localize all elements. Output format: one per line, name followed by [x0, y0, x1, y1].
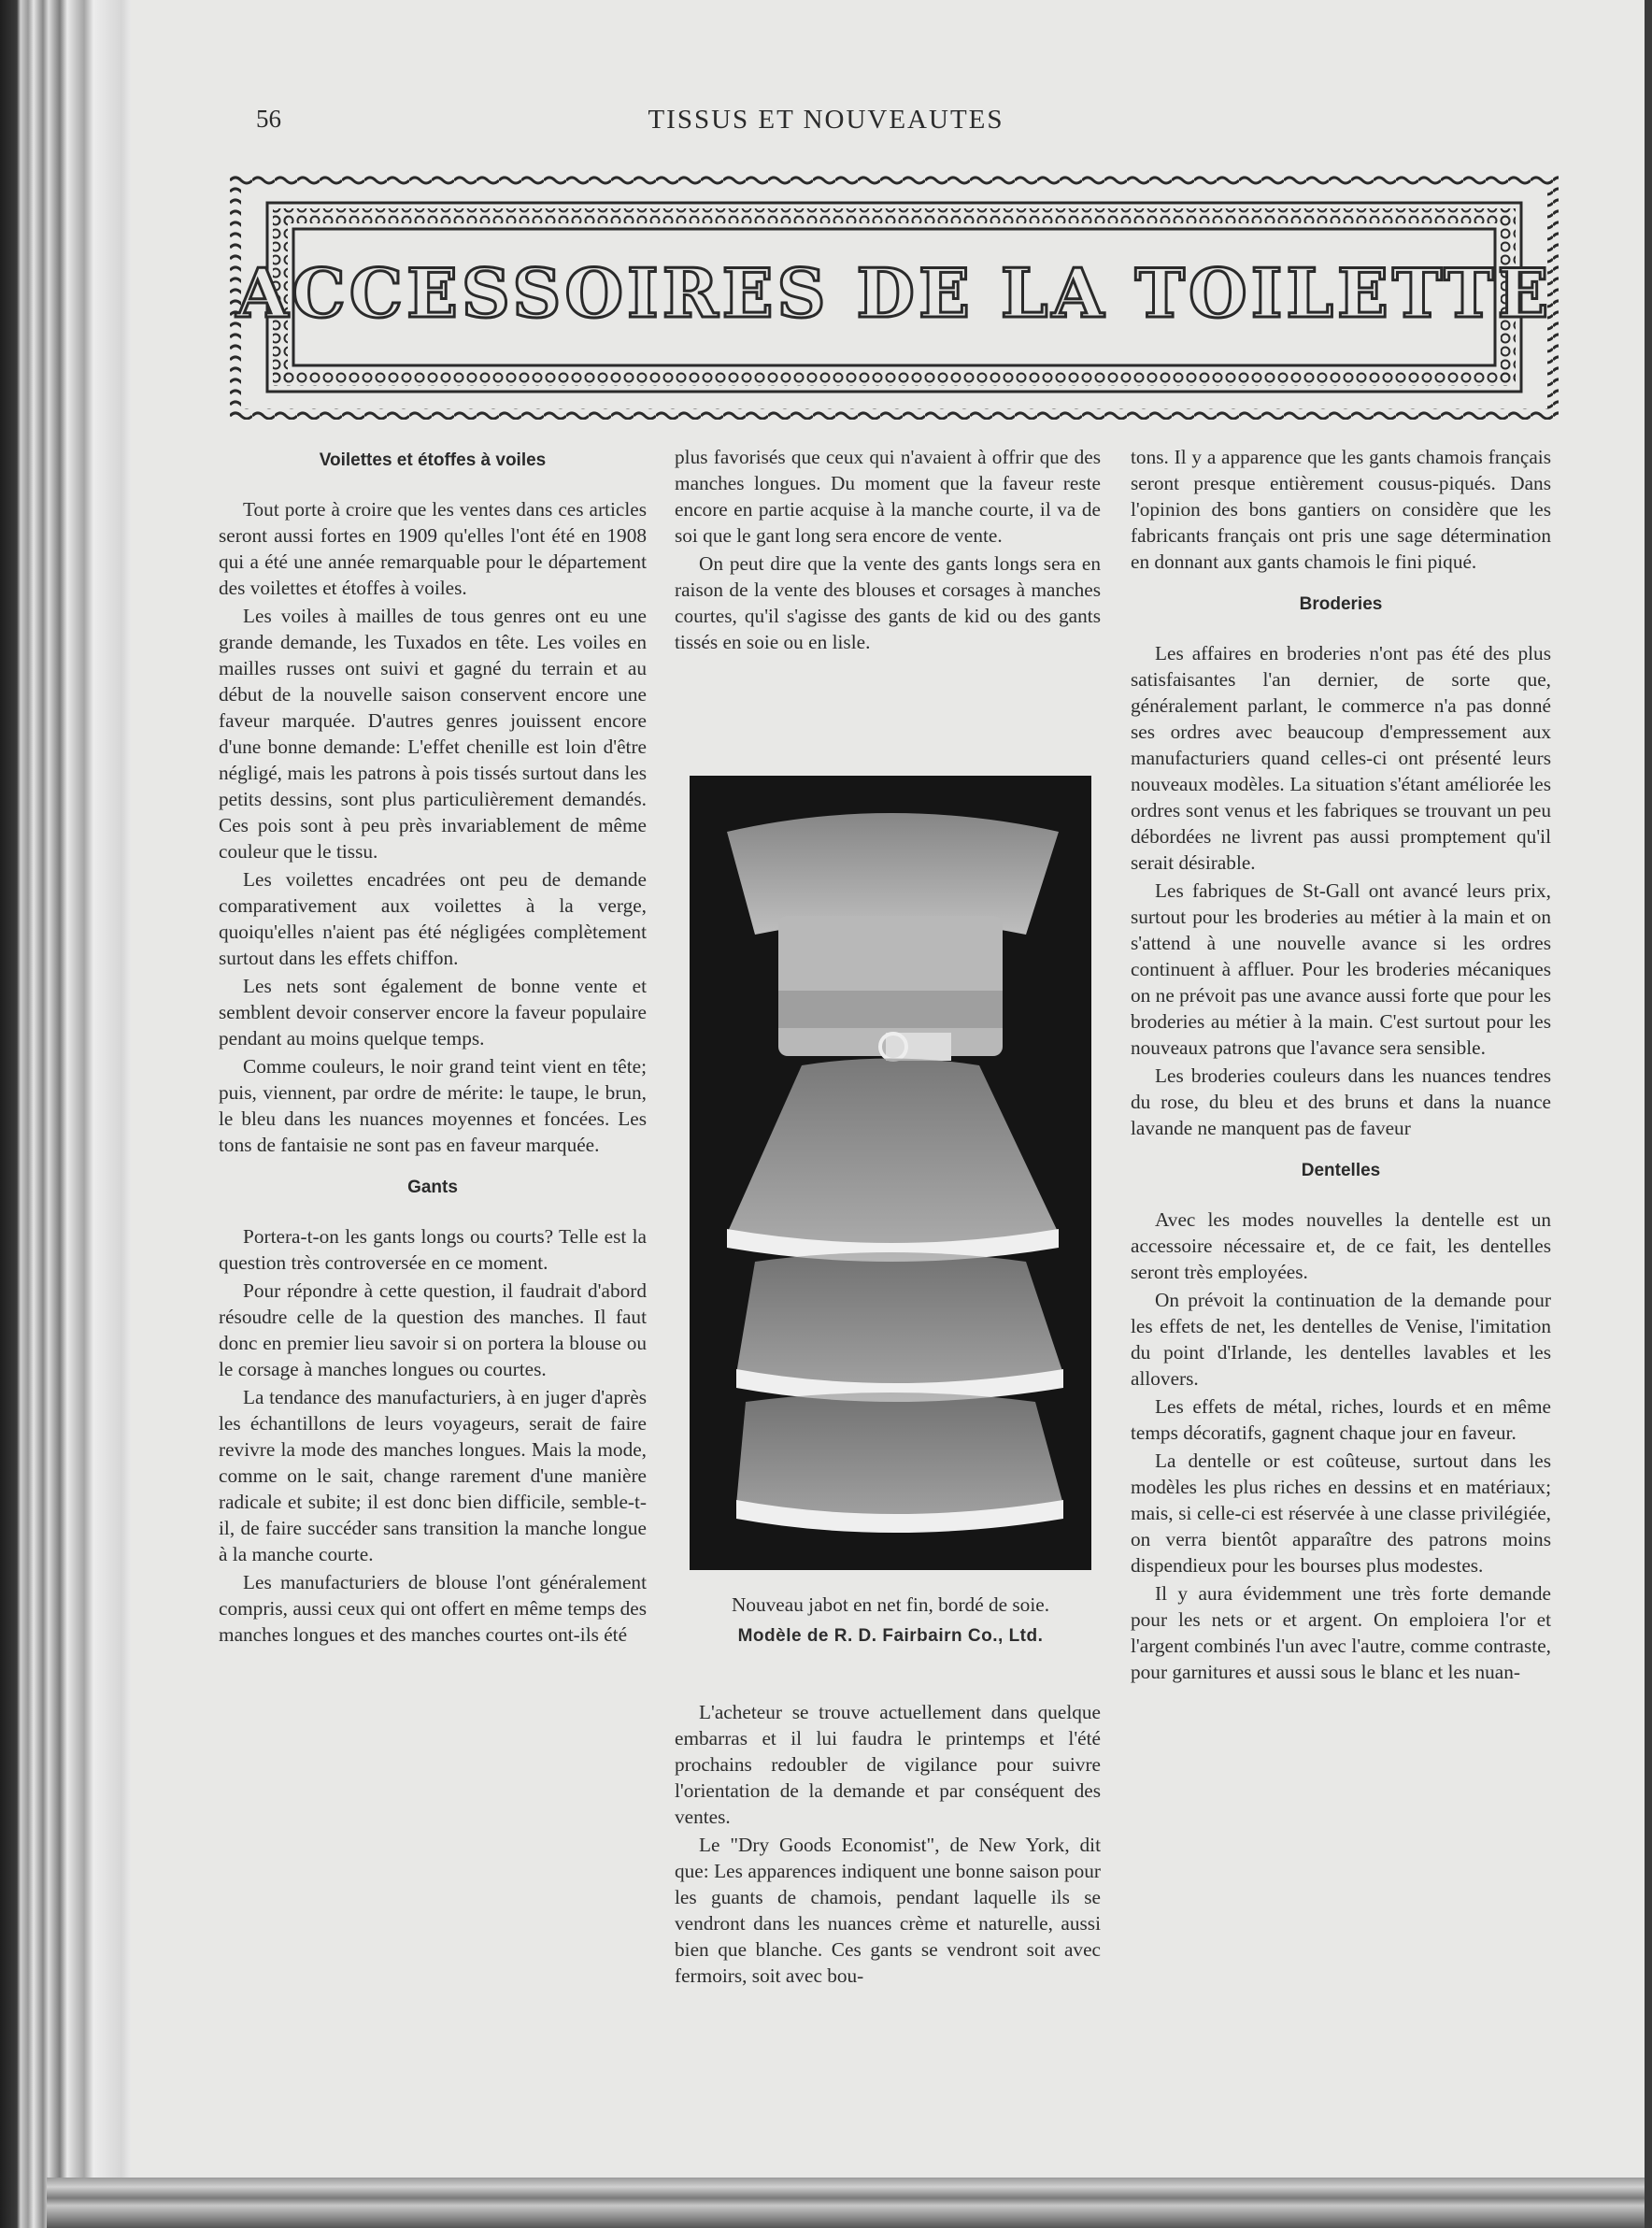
- paragraph: tons. Il y a apparence que les gants chamois français seront presque entièrement cousus-piqués. Dans l'opinion des bons gantiers on considère que les fabricants français ont pris une sage détermination en donnant aux gants chamois le fini piqué.: [1131, 446, 1551, 573]
- paragraph: Les nets sont également de bonne vente et semblent devoir conserver encore la faveur populaire pendant au moins quelque temps.: [219, 975, 647, 1050]
- jabot-illustration: [690, 776, 1091, 1570]
- paragraph: Les voiles à mailles de tous genres ont eu une grande demande, les Tuxados en tête. Les voiles en mailles russes ont suivi et gagné du terrain et au début de la nouvelle saison conservent encore une faveur marquée. D'autres genres jouissent encore d'une bonne demande: L'effet chenille est loin d'être négligé, mais les patrons à pois tissés surtout dans les petits dessins, sont plus particulièrement demandés. Ces pois sont à peu près invariablement de même couleur que le tissu.: [219, 605, 647, 863]
- paragraph: plus favorisés que ceux qui n'avaient à offrir que des manches longues. Du moment que la faveur reste encore en partie acquise à la manche courte, il va de soi que le gant long sera encore de vente.: [675, 446, 1101, 547]
- paragraph: Les effets de métal, riches, lourds et en même temps décoratifs, gagnent chaque jour en faveur.: [1131, 1395, 1551, 1444]
- heading-voilettes: Voilettes et étoffes à voiles: [319, 450, 547, 470]
- column-3: [1131, 444, 1551, 1685]
- section-banner: [230, 175, 1559, 420]
- page-number: 56: [256, 105, 281, 133]
- paragraph: Avec les modes nouvelles la dentelle est un accessoire nécessaire et, de ce fait, les dentelles seront très employées.: [1131, 1208, 1551, 1283]
- column-1: [219, 444, 647, 1648]
- paragraph: Pour répondre à cette question, il faudrait d'abord résoudre celle de la question des manches. Il faut donc en premier lieu savoir si on portera la blouse ou le corsage à manches longues ou courtes.: [219, 1279, 647, 1380]
- column-2-bottom: [675, 1699, 1101, 1989]
- heading-broderies: Broderies: [1299, 594, 1383, 614]
- paragraph: L'acheteur se trouve actuellement dans quelque embarras et il lui faudra le printemps et l'été prochains redoubler de vigilance pour suivre l'orientation de la demande et par conséquent des ventes.: [675, 1701, 1101, 1828]
- heading-gants: Gants: [407, 1178, 458, 1197]
- paragraph: Comme couleurs, le noir grand teint vient en tête; puis, viennent, par ordre de mérite: le taupe, le brun, le bleu dans les nuances moyennes et foncées. Les tons de fantaisie ne sont pas en faveur marquée.: [219, 1055, 647, 1156]
- book-bottom-edge: [47, 2178, 1645, 2228]
- paragraph: On peut dire que la vente des gants longs sera en raison de la vente des blouses et corsages à manches courtes, qu'il s'agisse des gants de kid ou des gants tissés en soie ou en lisle.: [675, 552, 1101, 653]
- paragraph: On prévoit la continuation de la demande pour les effets de net, les dentelles de Venise, l'imitation du point d'Irlande, les dentelles lavables et les allovers.: [1131, 1289, 1551, 1390]
- paragraph: Les affaires en broderies n'ont pas été des plus satisfaisantes l'an dernier, de sorte que, généralement parlant, le commerce n'a pas donné ses ordres avec beaucoup d'empressement aux manufacturiers quand celles-ci ont présenté leurs nouveaux modèles. La situation s'étant améliorée les ordres sont venus et les fabriques se trouvant un peu débordées ne livrent pas aussi promptement qu'il serait désirable.: [1131, 642, 1551, 874]
- photo-credit: Modèle de R. D. Fairbairn Co., Ltd.: [737, 1626, 1044, 1646]
- photo-caption: Nouveau jabot en net fin, bordé de soie.: [731, 1593, 1050, 1616]
- heading-dentelles: Dentelles: [1301, 1161, 1381, 1180]
- running-title: TISSUS ET NOUVEAUTES: [648, 105, 1004, 135]
- paragraph: Le "Dry Goods Economist", de New York, dit que: Les apparences indiquent une bonne saison pour les guants de chamois, pendant laquelle ils se vendront dans les nuances crème et naturelle, aussi bien que blanche. Ces gants se vendront soit avec fermoirs, soit avec bou-: [675, 1834, 1101, 1987]
- paragraph: Les voilettes encadrées ont peu de demande comparativement aux voilettes à la verge, quoiqu'elles n'aient pas été négligées complètement surtout dans les effets chiffon.: [219, 868, 647, 969]
- book-spine: [0, 0, 131, 2228]
- paragraph: Les manufacturiers de blouse l'ont généralement compris, aussi ceux qui ont offert en même temps des manches longues et des manches courtes ont-ils été: [219, 1571, 647, 1646]
- paragraph: Tout porte à croire que les ventes dans ces articles seront aussi fortes en 1909 qu'elles l'ont été en 1908 qui a été une année remarquable pour le département des voilettes et étoffes à voiles.: [219, 498, 647, 599]
- jabot-photo: [690, 776, 1091, 1570]
- photo-caption-block: [675, 1593, 1106, 1648]
- paragraph: Les fabriques de St-Gall ont avancé leurs prix, surtout pour les broderies au métier à la main et on s'attend à une nouvelle avance si les ordres continuent à affluer. Pour les broderies mécaniques on ne prévoit pas une avance aussi forte que pour les broderies au métier à la main. C'est surtout pour les nouveaux patrons que l'avance sera sensible.: [1131, 879, 1551, 1059]
- paragraph: La tendance des manufacturiers, à en juger d'après les échantillons de leurs voyageurs, serait de faire revivre la mode des manches longues. Mais la mode, comme on le sait, change rarement d'une manière radicale et subite; il est donc bien difficile, semble-t-il, de faire succéder sans transition la manche longue à la manche courte.: [219, 1386, 647, 1565]
- paragraph: La dentelle or est coûteuse, surtout dans les modèles les plus riches en dessins et en matériaux; mais, si celle-ci est réservée à une classe privilégiée, on verra bientôt apparaître des patrons moins dispendieux pour les bourses plus modestes.: [1131, 1450, 1551, 1577]
- column-2: [675, 444, 1101, 655]
- banner-title: ACCESSOIRES DE LA TOILETTE: [235, 253, 1553, 333]
- ornamental-frame: [230, 175, 1559, 420]
- paragraph: Les broderies couleurs dans les nuances tendres du rose, du bleu et des bruns et dans la nuance lavande ne manquent pas de faveur: [1131, 1064, 1551, 1139]
- paragraph: Portera-t-on les gants longs ou courts? Telle est la question très controversée en ce moment.: [219, 1225, 647, 1274]
- paragraph: Il y aura évidemment une très forte demande pour les nets or et argent. On emploiera l'or et l'argent combinés l'un avec l'autre, comme contraste, pour garnitures et aussi sous le blanc et les nuan-: [1131, 1582, 1551, 1683]
